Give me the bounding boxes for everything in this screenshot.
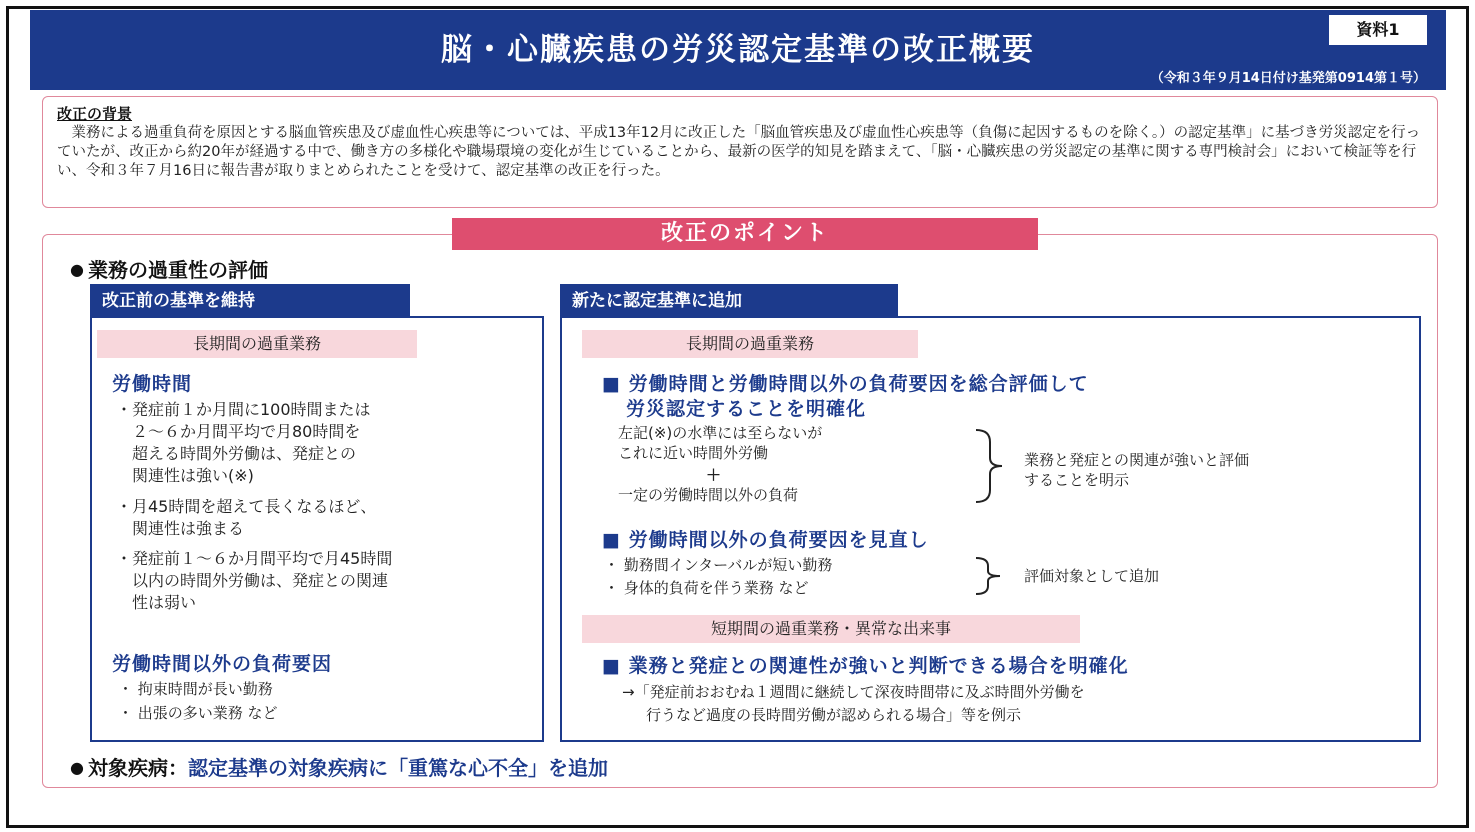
heading-comprehensive-evaluation-line2: 労災認定することを明確化 <box>626 398 867 420</box>
label-short-term: 短期間の過重業務・異常な出来事 <box>582 615 1080 643</box>
bullet-icon: ● <box>70 758 84 777</box>
background-body: 業務による過重負荷を原因とする脳血管疾患及び虚血性心疾患等については、平成13年12月に改正した「脳血管疾患及び虚血性心疾患等（負傷に起因するものを除く。）の認定基準」に基づき労災認定を行っていたが、改正から約20年が経過する中で、働き方の多様化や職場環境の変化が生じていることから、最新の医学的知見を踏まえて、「脳・心臓疾患の労災認定の基準に関する専門検討会」において検証等を行い、令和３年７月16日に報告書が取りまとめられたことを受けて、認定基準の改正を行った。 <box>57 125 1421 179</box>
points-banner: 改正のポイント <box>452 218 1038 250</box>
heading-other-load-factors: 労働時間以外の負荷要因 <box>112 653 333 675</box>
list-item: ・ 勤務間インターバルが短い勤務 ・ 身体的負荷を伴う業務 など <box>604 556 833 597</box>
heading-review-factors: ■ 労働時間以外の負荷要因を見直し <box>602 529 929 551</box>
label-long-term-right: 長期間の過重業務 <box>582 330 918 358</box>
list-item: ・ 拘束時間が長い勤務 ・ 出張の多い業務 など <box>118 680 278 722</box>
tab-newly-added: 新たに認定基準に追加 <box>560 284 898 318</box>
section-heading-workload <box>70 254 268 283</box>
bullet-icon: ● <box>70 260 84 279</box>
section-heading-target-diseases <box>70 752 608 781</box>
result-text-2: 評価対象として追加 <box>1024 567 1160 585</box>
background-box <box>42 96 1438 208</box>
brace-icon <box>970 428 1010 504</box>
condition-text-2: 一定の労働時間以外の負荷 <box>618 486 799 504</box>
section-label: 対象疾病： <box>87 756 188 780</box>
notice-number: （令和３年９月14日付け基発第0914第１号） <box>1150 71 1426 86</box>
heading-working-hours: 労働時間 <box>112 373 193 395</box>
section-text: 認定基準の対象疾病に「重篤な心不全」を追加 <box>187 756 608 780</box>
brace-icon <box>970 556 1010 596</box>
background-title: 改正の背景 <box>57 105 133 123</box>
list-item: ・発症前１か月間に100時間または ２～６か月間平均で月80時間を 超える時間外労働は、発症との 関連性は強い(※) <box>116 400 371 485</box>
section-title: 業務の過重性の評価 <box>87 258 268 282</box>
condition-text: 左記(※)の水準には至らないが これに近い時間外労働 <box>618 424 823 462</box>
list-item: ・発症前１～６か月間平均で月45時間 以内の時間外労働は、発症との関連 性は弱い <box>116 549 393 612</box>
list-item: ・月45時間を超えて長くなるほど、 関連性は強まる <box>116 497 377 538</box>
plus-sign: ＋ <box>706 466 722 484</box>
heading-clarify-cases: ■ 業務と発症との関連性が強いと判断できる場合を明確化 <box>602 655 1129 677</box>
header-bar <box>30 10 1446 90</box>
document-label: 資料1 <box>1328 14 1428 46</box>
label-long-term-left: 長期間の過重業務 <box>97 330 417 358</box>
heading-comprehensive-evaluation: ■ 労働時間と労働時間以外の負荷要因を総合評価して <box>602 373 1089 395</box>
example-text: →「発症前おおむね１週間に継続して深夜時間帯に及ぶ時間外労働を 行うなど過度の長時間労働が認められる場合」等を例示 <box>622 683 1085 724</box>
page-title: 脳・心臓疾患の労災認定基準の改正概要 <box>441 32 1035 68</box>
tab-keep-criteria: 改正前の基準を維持 <box>90 284 410 318</box>
result-text-1: 業務と発症との関連が強いと評価 することを明示 <box>1024 451 1250 489</box>
